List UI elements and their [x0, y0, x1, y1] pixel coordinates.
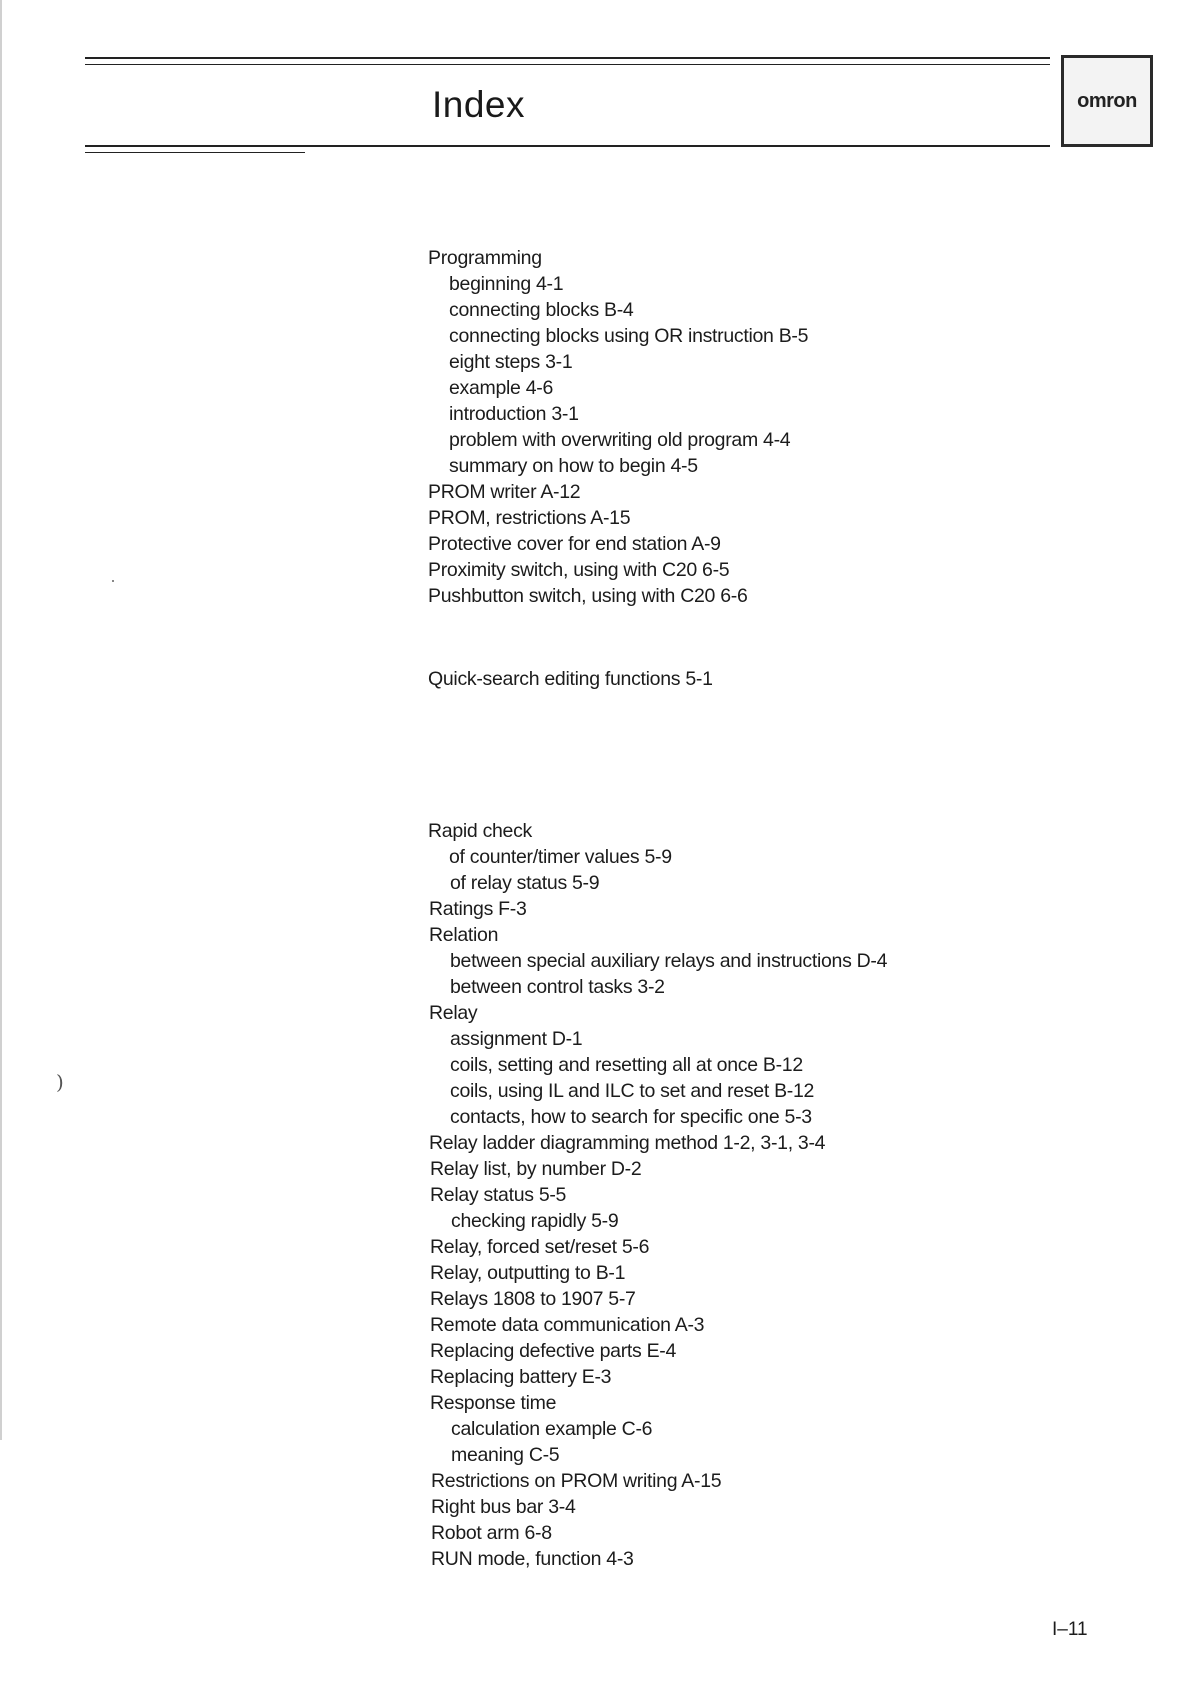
index-entry: Pushbutton switch, using with C20 6-6	[428, 585, 748, 607]
index-subentry: beginning 4-1	[449, 273, 564, 295]
index-entry: Relay status 5-5	[430, 1184, 567, 1206]
index-entry: Replacing battery E-3	[430, 1366, 612, 1388]
index-subentry: between special auxiliary relays and instructions D-4	[450, 950, 888, 972]
index-subentry: example 4-6	[449, 377, 554, 399]
index-subentry: calculation example C-6	[451, 1418, 653, 1440]
brand-logo-text: omron	[1077, 89, 1137, 112]
speck	[112, 580, 114, 582]
index-entry: Restrictions on PROM writing A-15	[431, 1470, 722, 1492]
index-entry: Programming	[428, 247, 542, 269]
index-entry: Relay list, by number D-2	[430, 1158, 642, 1180]
index-subentry: connecting blocks B-4	[449, 299, 634, 321]
index-subentry: assignment D-1	[450, 1028, 583, 1050]
index-subentry: coils, setting and resetting all at once B-12	[450, 1054, 803, 1076]
index-subentry: eight steps 3-1	[449, 351, 573, 373]
page-title: Index	[432, 84, 526, 125]
index-subentry: problem with overwriting old program 4-4	[449, 429, 791, 451]
index-subentry: connecting blocks using OR instruction B-5	[449, 325, 809, 347]
index-entry: Right bus bar 3-4	[431, 1496, 576, 1518]
index-subentry: of counter/timer values 5-9	[449, 846, 672, 868]
stray-mark: )	[56, 1070, 64, 1094]
index-entry: Ratings F-3	[429, 898, 527, 920]
index-subentry: between control tasks 3-2	[450, 976, 665, 998]
index-subentry: introduction 3-1	[449, 403, 579, 425]
index-subentry: of relay status 5-9	[450, 872, 600, 894]
index-entry: Quick-search editing functions 5-1	[428, 668, 713, 690]
index-entry: Proximity switch, using with C20 6-5	[428, 559, 730, 581]
index-entry: Relay, outputting to B-1	[430, 1262, 626, 1284]
index-subentry: summary on how to begin 4-5	[449, 455, 698, 477]
index-entry: Relay	[429, 1002, 478, 1024]
index-subentry: meaning C-5	[451, 1444, 560, 1466]
index-subentry: contacts, how to search for specific one 5-3	[450, 1106, 812, 1128]
index-entry: Robot arm 6-8	[431, 1522, 552, 1544]
index-entry: Protective cover for end station A-9	[428, 533, 721, 555]
index-entry: PROM, restrictions A-15	[428, 507, 631, 529]
index-entry: Replacing defective parts E-4	[430, 1340, 677, 1362]
index-entry: Remote data communication A-3	[430, 1314, 705, 1336]
index-entry: Relays 1808 to 1907 5-7	[430, 1288, 636, 1310]
index-entry: Response time	[430, 1392, 557, 1414]
index-entry: PROM writer A-12	[428, 481, 581, 503]
index-entry: Rapid check	[428, 820, 533, 842]
index-subentry: coils, using IL and ILC to set and reset B-12	[450, 1080, 815, 1102]
index-entry: Relay ladder diagramming method 1-2, 3-1, 3-4	[429, 1132, 826, 1154]
index-entry: Relation	[429, 924, 499, 946]
index-entry: Relay, forced set/reset 5-6	[430, 1236, 650, 1258]
page-number: I–11	[1052, 1619, 1088, 1640]
index-entry: RUN mode, function 4-3	[431, 1548, 634, 1570]
index-subentry: checking rapidly 5-9	[451, 1210, 619, 1232]
